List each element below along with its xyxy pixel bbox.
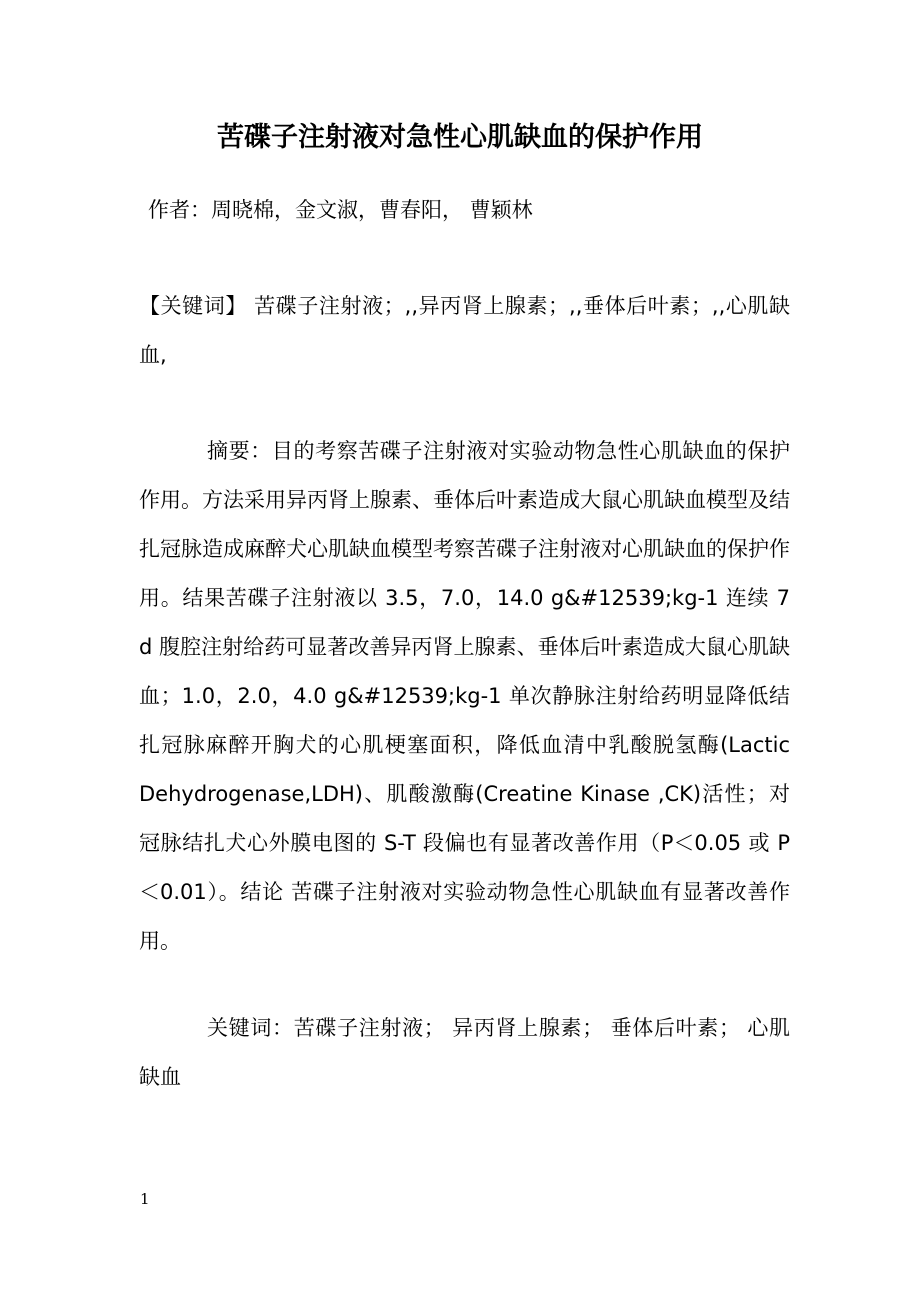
paper-title: 苦碟子注射液对急性心肌缺血的保护作用	[217, 122, 703, 153]
author-line: 作者：周晓棉，金文淑，曹春阳， 曹颖林	[148, 198, 533, 222]
abstract-paragraph: 摘要：目的考察苦碟子注射液对实验动物急性心肌缺血的保护作用。方法采用异丙肾上腺素、垂体后叶素造成大鼠心肌缺血模型及结扎冠脉造成麻醉犬心肌缺血模型考察苦碟子注射液对心肌缺血的保护作用。结果苦碟子注射液以 3.5，7.0，14.0 g&#12539;kg-1 连续 7 d 腹腔注射给药可显著改善异丙肾上腺素、垂体后叶素造成大鼠心肌缺血；1.0，2.0，4.0 g&#12539;kg-1 单次静脉注射给药明显降低结扎冠脉麻醉开胸犬的心肌梗塞面积，降低血清中乳酸脱氢酶(Lactic Dehydrogenase,LDH)、肌酸激酶(Creatine Kinase ,CK)活性；对冠脉结扎犬心外膜电图的 S-T 段偏也有显著改善作用（P＜0.05 或 P＜0.01）。结论 苦碟子注射液对实验动物急性心肌缺血有显著改善作用。	[139, 439, 790, 953]
keywords-paragraph: 关键词：苦碟子注射液； 异丙肾上腺素； 垂体后叶素； 心肌缺血	[139, 1016, 790, 1089]
keywords-header-paragraph: 【关键词】 苦碟子注射液；,,异丙肾上腺素；,,垂体后叶素；,,心肌缺血,	[139, 294, 790, 367]
page-number: 1	[140, 1190, 150, 1208]
